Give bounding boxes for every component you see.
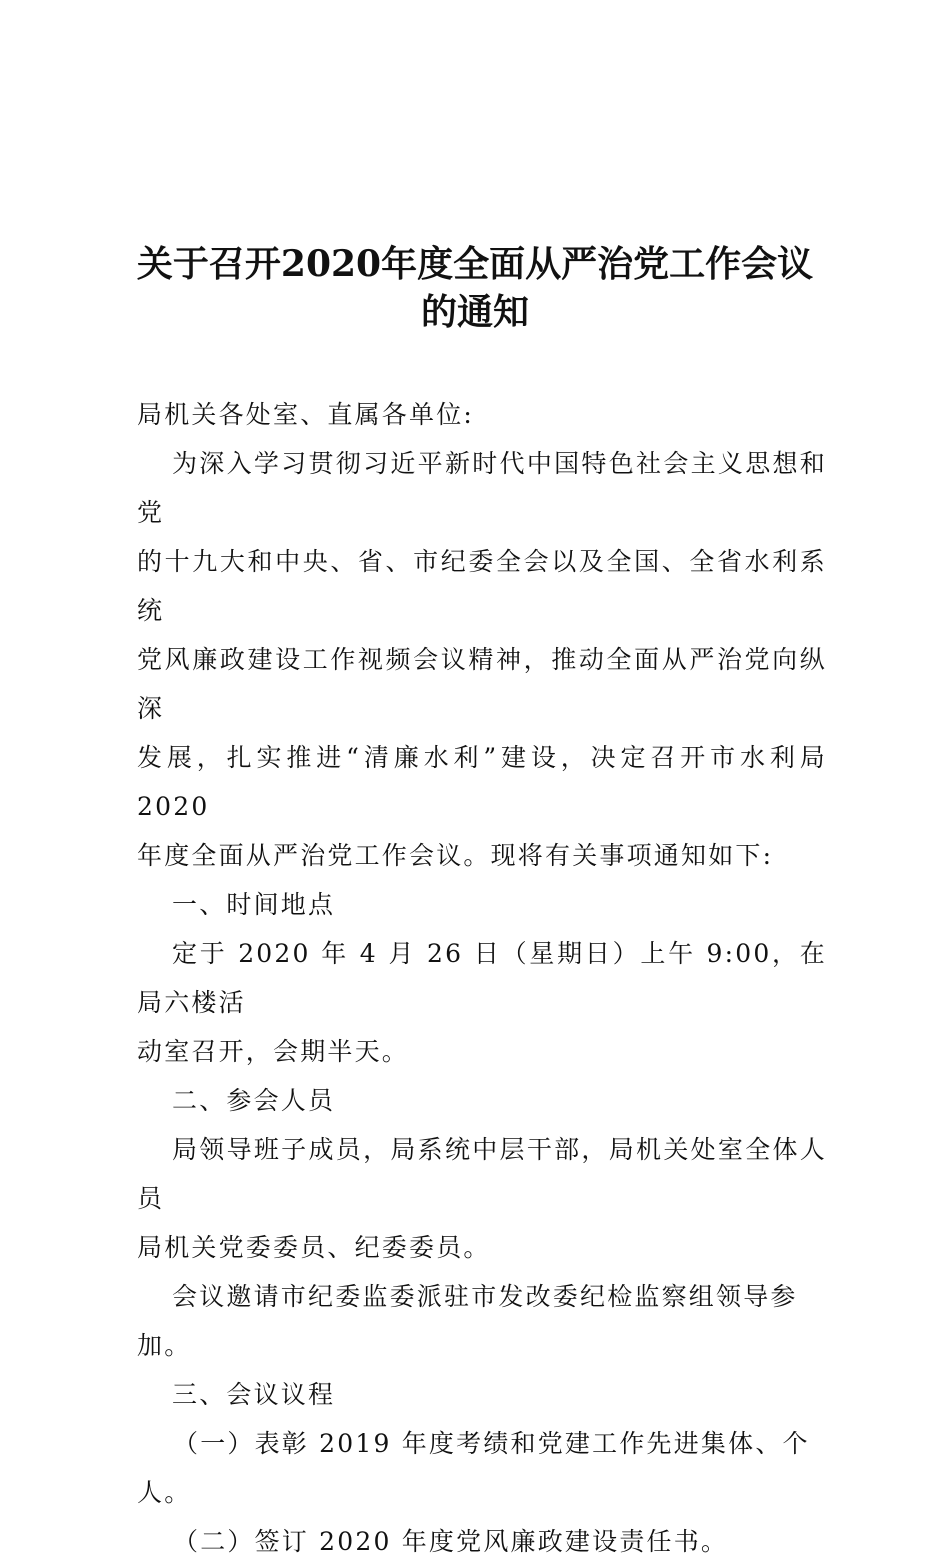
section-paragraph-line: 定于 2020 年 4 月 26 日（星期日）上午 9:00，在局六楼活 [137, 939, 827, 1017]
document-title-line-1: 关于召开2020年度全面从严治党工作会议 [136, 243, 814, 285]
section-paragraph-line: 局机关党委委员、纪委委员。 [137, 1233, 491, 1262]
salutation: 局机关各处室、直属各单位: [137, 400, 475, 429]
agenda-item: （二）签订 2020 年度党风廉政建设责任书。 [173, 1527, 729, 1556]
intro-line: 为深入学习贯彻习近平新时代中国特色社会主义思想和党 [137, 449, 827, 527]
section-heading-time-place: 一、时间地点 [172, 890, 336, 919]
intro-line: 党风廉政建设工作视频会议精神，推动全面从严治党向纵深 [137, 645, 827, 723]
intro-line: 发展，扎实推进“清廉水利”建设，决定召开市水利局 2020 [137, 743, 827, 821]
section-paragraph-line: 动室召开，会期半天。 [137, 1037, 410, 1066]
intro-line: 年度全面从严治党工作会议。现将有关事项通知如下: [137, 841, 774, 870]
section-paragraph-line: 会议邀请市纪委监委派驻市发改委纪检监察组领导参加。 [137, 1282, 798, 1360]
section-heading-agenda: 三、会议议程 [172, 1380, 336, 1409]
section-heading-attendees: 二、参会人员 [172, 1086, 336, 1115]
document-body [137, 390, 827, 1566]
agenda-item: （一）表彰 2019 年度考绩和党建工作先进集体、个人。 [137, 1429, 810, 1507]
document-title-line-2: 的通知 [420, 291, 529, 333]
intro-line: 的十九大和中央、省、市纪委全会以及全国、全省水利系统 [137, 547, 827, 625]
section-paragraph-line: 局领导班子成员，局系统中层干部，局机关处室全体人员 [137, 1135, 827, 1213]
